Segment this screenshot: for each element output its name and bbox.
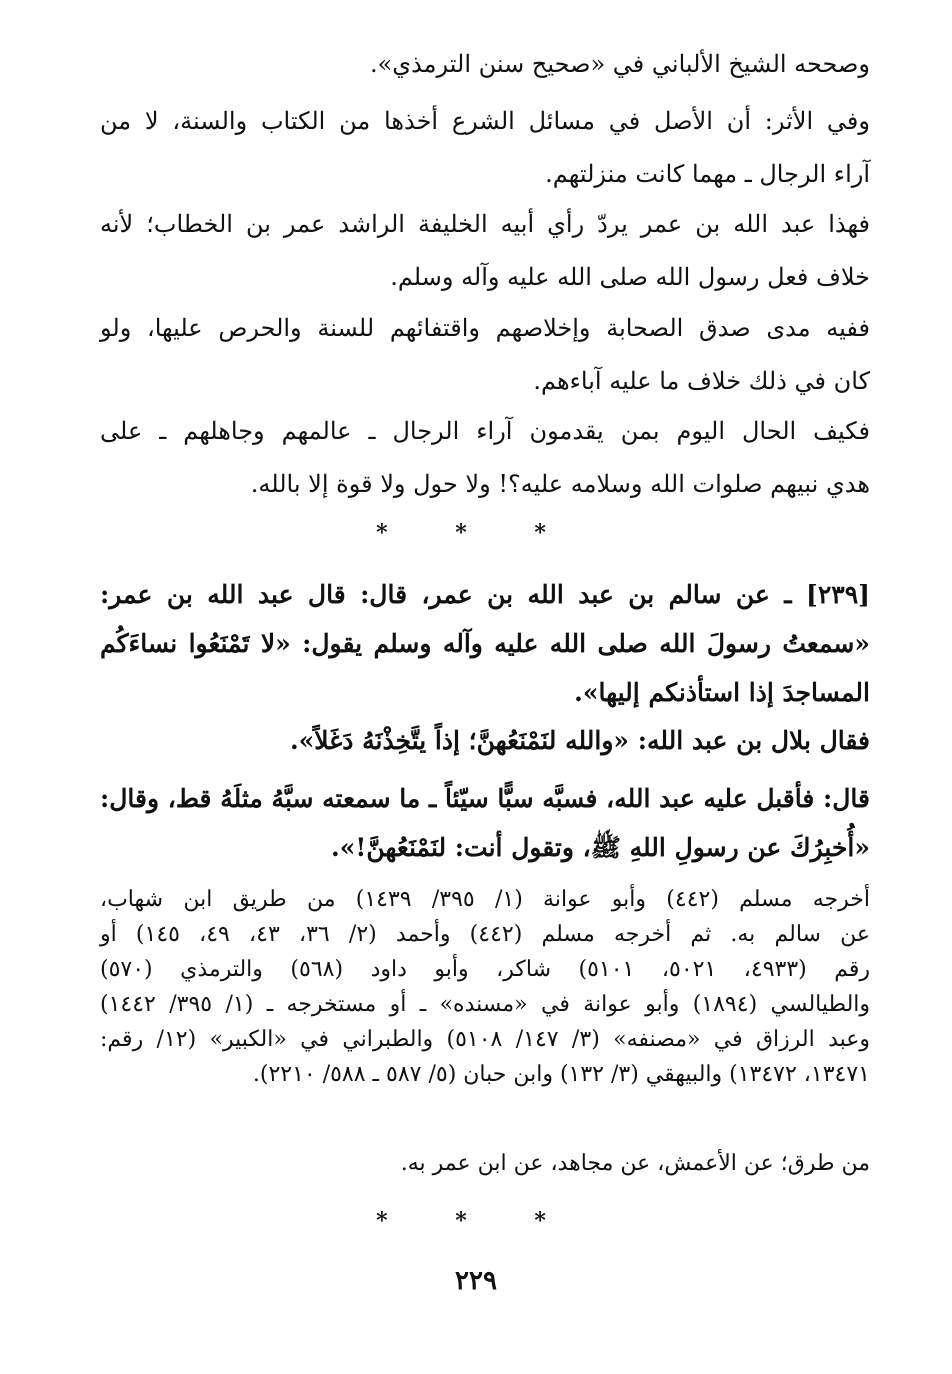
text-line: ففيه مدى صدق الصحابة وإخلاصهم واقتفائهم للسنة والحرص عليها، ولو <box>100 314 870 342</box>
text-line: ١٣٤٧١، ١٣٤٧٢) والبيهقي (٣/ ١٣٢) وابن حبان (٥/ ٥٨٧ ـ ٥٨٨/ ٢٢١٠). <box>252 1062 870 1087</box>
paragraph-athar <box>100 95 870 201</box>
paragraph-ibn-umar <box>100 198 870 304</box>
paragraph-sahaba <box>100 302 870 408</box>
text-line: فهذا عبد الله بن عمر يردّ رأي أبيه الخليفة الراشد عمر بن الخطاب؛ لأنه <box>100 210 870 238</box>
hadith-239 <box>100 570 870 717</box>
text-line: أخرجه مسلم (٤٤٢) وأبو عوانة (١/ ٣٩٥/ ١٤٣٩) من طريق ابن شهاب، <box>100 887 870 912</box>
takhrij-tail <box>100 1146 870 1181</box>
page-number: ٢٢٩ <box>455 1266 497 1296</box>
text-line: «سمعتُ رسولَ الله صلى الله عليه وآله وسلم يقول: «لا تَمْنَعُوا نساءَكُم <box>100 629 870 658</box>
paragraph-today <box>100 405 870 511</box>
text-line: وفي الأثر: أن الأصل في مسائل الشرع أخذها من الكتاب والسنة، لا من <box>100 107 870 135</box>
text-line: المساجدَ إذا استأذنكم إليها». <box>574 678 870 707</box>
text-line: كان في ذلك خلاف ما عليه آباءهم. <box>533 367 870 395</box>
text-line: آراء الرجال ـ مهما كانت منزلتهم. <box>545 160 870 188</box>
text-line: [٢٣٩] ـ عن سالم بن عبد الله بن عمر، قال: قال عبد الله بن عمر: <box>100 580 870 609</box>
hadith-bilal <box>100 716 870 765</box>
paragraph-tirmidhi <box>100 38 870 91</box>
text-line: هدي نبيهم صلوات الله وسلامه عليه؟! ولا حول ولا قوة إلا بالله. <box>250 470 870 498</box>
text-line: من طرق؛ عن الأعمش، عن مجاهد، عن ابن عمر به. <box>400 1151 870 1176</box>
text-line: عن سالم به. ثم أخرجه مسلم (٤٤٢) وأحمد (٢/ ٣٦، ٤٣، ٤٩، ١٤٥) أو <box>100 922 871 947</box>
text-line: فكيف الحال اليوم بمن يقدمون آراء الرجال ـ عالمهم وجاهلهم ـ على <box>100 417 870 445</box>
text-line: قال: فأقبل عليه عبد الله، فسبَّه سبًّا سيّئاً ـ ما سمعته سبَّهُ مثلَهُ قط، وقال: <box>100 784 870 813</box>
text-line: وعبد الرزاق في «مصنفه» (٣/ ١٤٧/ ٥١٠٨) والطبراني في «الكبير» (١٢/ رقم: <box>100 1027 871 1052</box>
text-line: «أُخبِرُكَ عن رسولِ اللهِ ﷺ، وتقول أنت: لنَمْنَعُهنَّ!». <box>331 833 870 862</box>
hadith-response <box>100 774 870 872</box>
text-line: خلاف فعل رسول الله صلى الله عليه وآله وسلم. <box>390 263 870 291</box>
section-separator: * * * <box>376 1208 576 1234</box>
text-line: فقال بلال بن عبد الله: «والله لنَمْنَعُهنَّ؛ إذاً يتَّخِذْنَهُ دَغَلاً». <box>289 726 870 755</box>
takhrij-footnote <box>100 882 870 1092</box>
text-line: وصححه الشيخ الألباني في «صحيح سنن الترمذي». <box>369 50 870 78</box>
section-separator: * * * <box>376 520 576 546</box>
text-line: والطيالسي (١٨٩٤) وأبو عوانة في «مسنده» ـ أو مستخرجه ـ (١/ ٣٩٥/ ١٤٤٢) <box>100 992 871 1017</box>
text-line: رقم (٤٩٣٣، ٥٠٢١، ٥١٠١) شاكر، وأبو داود (٥٦٨) والترمذي (٥٧٠) <box>100 957 871 982</box>
